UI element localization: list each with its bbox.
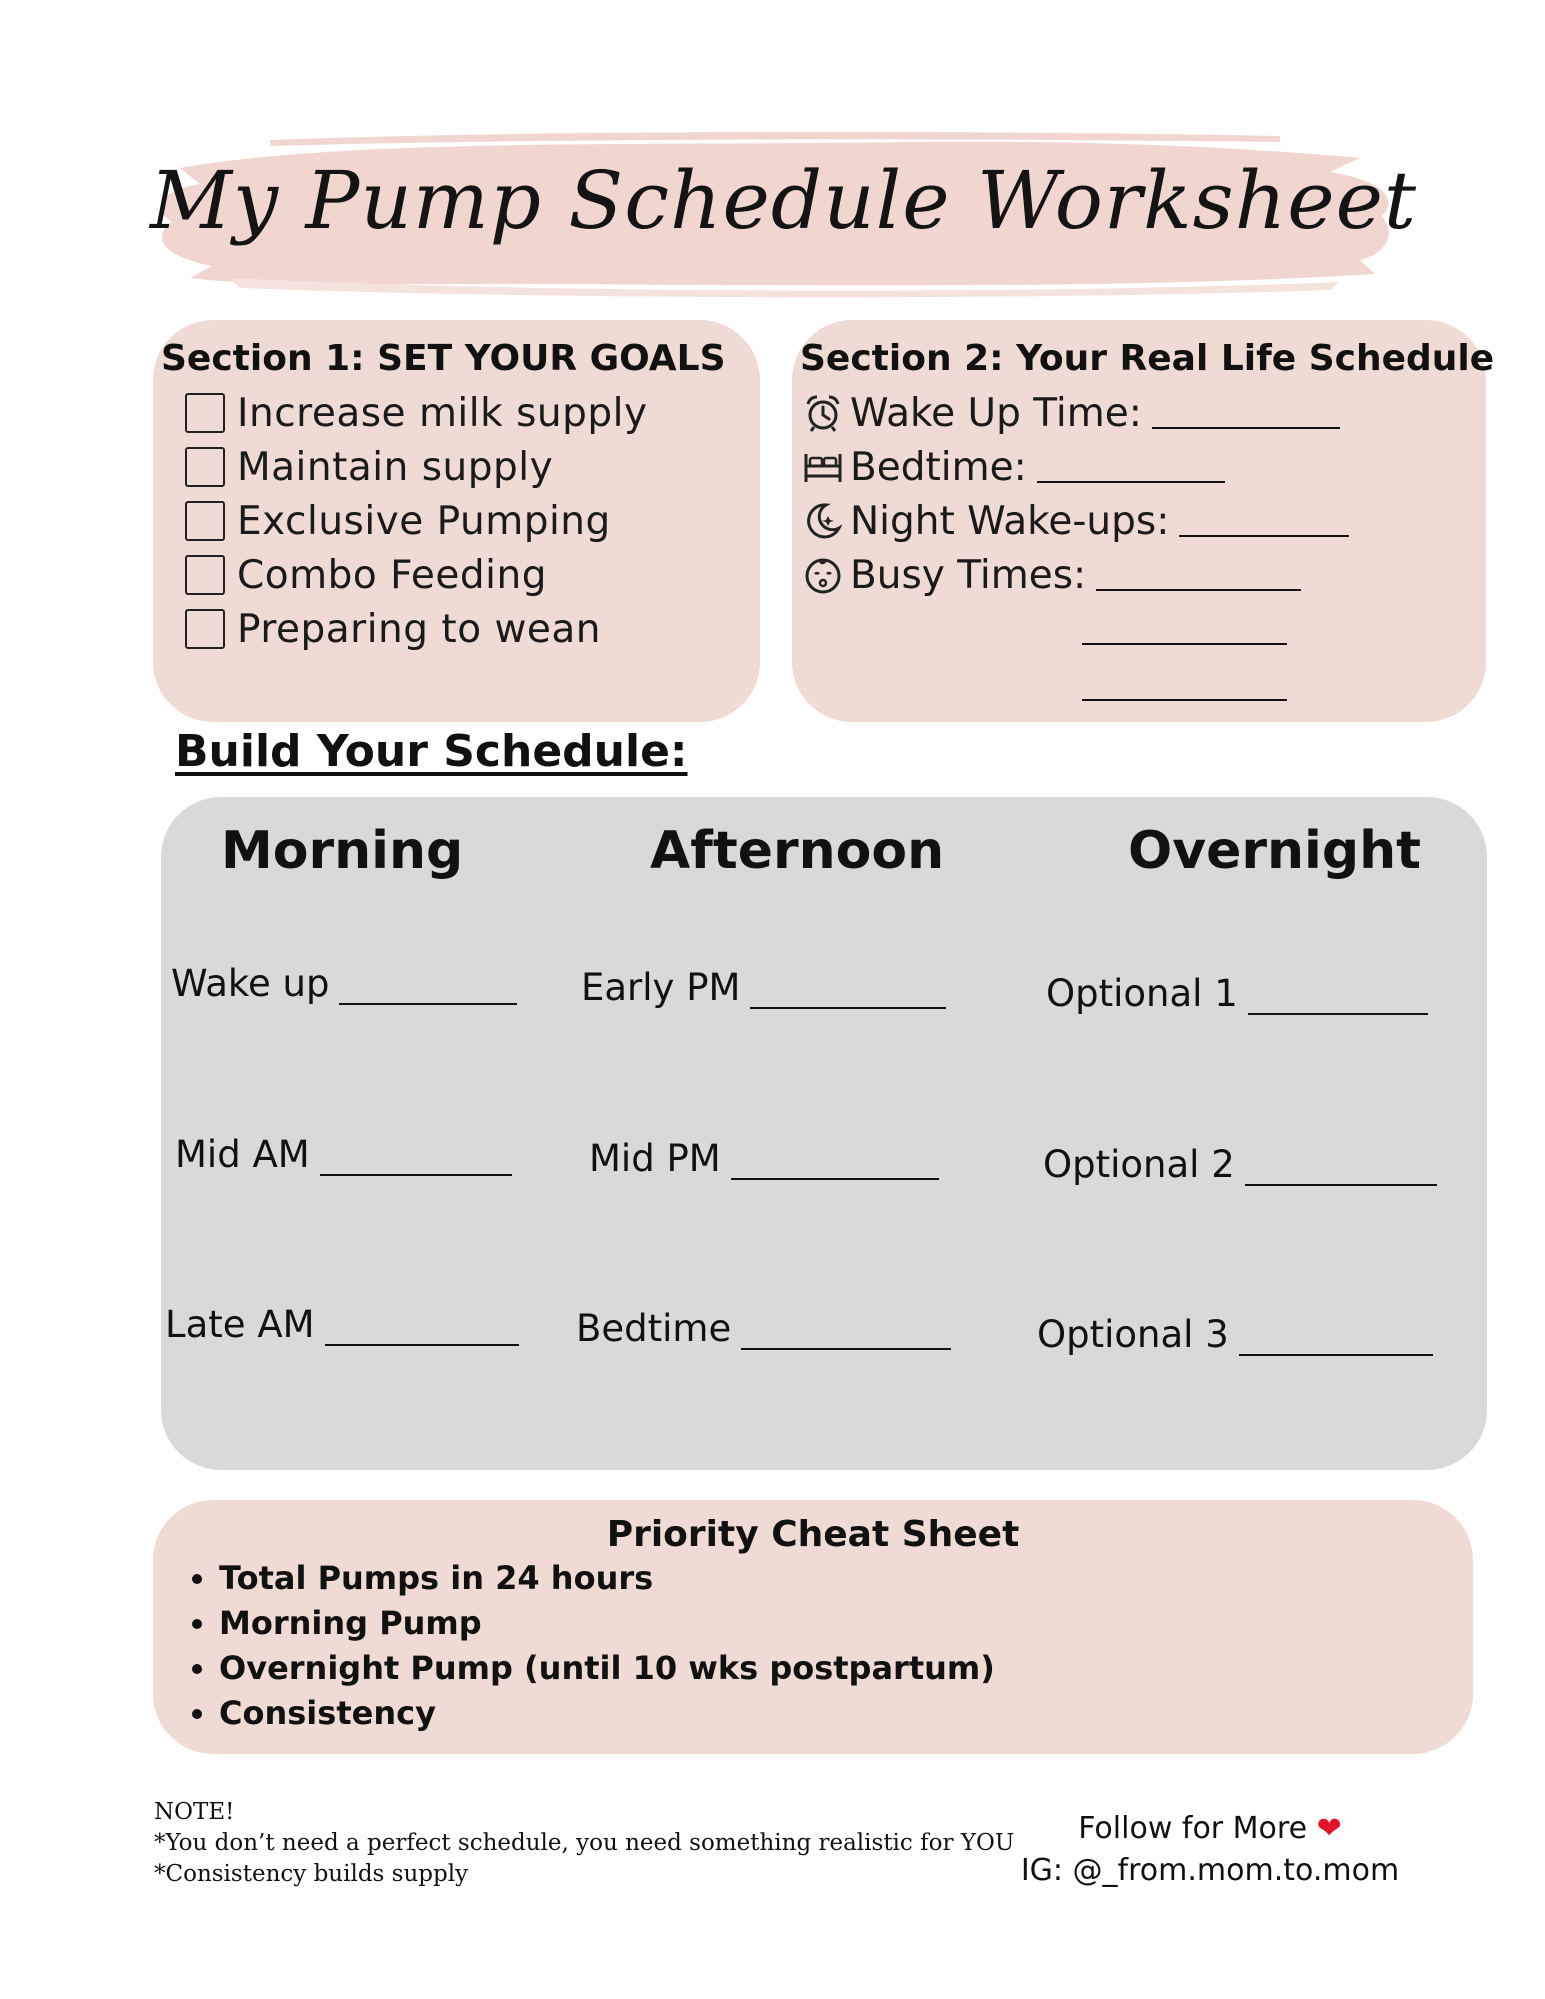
slot-label: Early PM xyxy=(581,966,741,1009)
night-wake-ups-label: Night Wake-ups: xyxy=(850,498,1170,544)
slot-optional-1 xyxy=(1046,972,1428,1015)
instagram-handle[interactable]: IG: @_from.mom.to.mom xyxy=(1020,1853,1400,1888)
moon-icon xyxy=(802,500,844,542)
slot-bedtime xyxy=(576,1307,951,1350)
slot-blank[interactable] xyxy=(741,1322,951,1350)
slot-optional-3 xyxy=(1037,1313,1433,1356)
slot-blank[interactable] xyxy=(1239,1328,1433,1356)
goal-increase-milk-supply[interactable] xyxy=(185,388,648,438)
follow-line xyxy=(1000,1808,1420,1850)
busy-times-blank-3[interactable] xyxy=(1082,697,1287,701)
slot-optional-2 xyxy=(1043,1143,1437,1186)
note-block xyxy=(154,1797,1014,1890)
busy-times-blank-2[interactable] xyxy=(1082,641,1287,645)
slot-blank[interactable] xyxy=(1248,987,1428,1015)
cheat-sheet-title: Priority Cheat Sheet xyxy=(606,1514,1020,1555)
slot-label: Wake up xyxy=(171,962,330,1005)
list-item: • Morning Pump xyxy=(219,1601,995,1646)
slot-blank[interactable] xyxy=(750,981,946,1009)
night-wake-ups-blank[interactable] xyxy=(1179,505,1349,537)
slot-label: Optional 2 xyxy=(1043,1143,1235,1186)
alarm-clock-icon xyxy=(802,392,844,434)
column-afternoon: Afternoon xyxy=(650,821,945,881)
slot-blank[interactable] xyxy=(1245,1158,1437,1186)
goal-label: Combo Feeding xyxy=(237,552,547,598)
bedtime-row xyxy=(802,442,1225,492)
note-heading: NOTE! xyxy=(154,1799,235,1825)
follow-text: Follow for More xyxy=(1078,1811,1308,1846)
slot-blank[interactable] xyxy=(320,1148,512,1176)
night-wake-ups-row xyxy=(802,496,1349,546)
note-line-2: *Consistency builds supply xyxy=(154,1861,469,1887)
slot-label: Mid PM xyxy=(589,1137,721,1180)
column-morning: Morning xyxy=(221,821,464,881)
priority-cheat-sheet xyxy=(153,1500,1473,1754)
goal-checkbox[interactable] xyxy=(185,393,225,433)
goal-label: Preparing to wean xyxy=(237,606,601,652)
bed-icon xyxy=(802,446,844,488)
goal-label: Maintain supply xyxy=(237,444,554,490)
page-title: My Pump Schedule Worksheet xyxy=(150,154,1418,247)
slot-label: Late AM xyxy=(165,1303,315,1346)
goal-label: Increase milk supply xyxy=(237,390,648,436)
build-schedule-heading: Build Your Schedule: xyxy=(175,726,688,777)
column-overnight: Overnight xyxy=(1128,821,1421,881)
goal-checkbox[interactable] xyxy=(185,447,225,487)
baby-face-icon xyxy=(802,554,844,596)
goal-preparing-to-wean[interactable] xyxy=(185,604,601,654)
schedule-heading: Section 2: Your Real Life Schedule xyxy=(800,338,1495,379)
goal-maintain-supply[interactable] xyxy=(185,442,553,492)
busy-times-label: Busy Times: xyxy=(850,552,1087,598)
goal-exclusive-pumping[interactable] xyxy=(185,496,611,546)
cheat-sheet-list xyxy=(181,1556,995,1736)
slot-late-am xyxy=(165,1303,519,1346)
real-life-schedule-section xyxy=(792,320,1495,722)
goal-checkbox[interactable] xyxy=(185,501,225,541)
slot-label: Optional 1 xyxy=(1046,972,1238,1015)
title-banner xyxy=(150,128,1418,298)
goal-combo-feeding[interactable] xyxy=(185,550,547,600)
wake-up-time-blank[interactable] xyxy=(1152,397,1340,429)
list-item: • Total Pumps in 24 hours xyxy=(219,1556,995,1601)
slot-blank[interactable] xyxy=(325,1318,519,1346)
bedtime-label: Bedtime: xyxy=(850,444,1027,490)
slot-blank[interactable] xyxy=(731,1152,939,1180)
slot-label: Bedtime xyxy=(576,1307,732,1350)
schedule-grid xyxy=(161,797,1487,1470)
wake-up-time-row xyxy=(802,388,1340,438)
list-item: • Consistency xyxy=(219,1691,995,1736)
bedtime-blank[interactable] xyxy=(1037,451,1225,483)
slot-label: Mid AM xyxy=(175,1133,310,1176)
goals-heading: Section 1: SET YOUR GOALS xyxy=(161,338,726,379)
busy-times-row xyxy=(802,550,1301,600)
slot-wake-up xyxy=(171,962,517,1005)
slot-mid-pm xyxy=(589,1137,939,1180)
goals-section xyxy=(153,320,760,722)
follow-block xyxy=(1000,1808,1420,1892)
heart-icon: ❤ xyxy=(1316,1811,1342,1846)
goal-label: Exclusive Pumping xyxy=(237,498,611,544)
note-line-1: *You don’t need a perfect schedule, you need something realistic for YOU xyxy=(154,1830,1015,1856)
list-item: • Overnight Pump (until 10 wks postpartum) xyxy=(219,1646,995,1691)
slot-early-pm xyxy=(581,966,946,1009)
goal-checkbox[interactable] xyxy=(185,609,225,649)
slot-blank[interactable] xyxy=(339,977,517,1005)
wake-up-time-label: Wake Up Time: xyxy=(850,390,1142,436)
goal-checkbox[interactable] xyxy=(185,555,225,595)
slot-label: Optional 3 xyxy=(1037,1313,1229,1356)
busy-times-blank[interactable] xyxy=(1096,559,1301,591)
slot-mid-am xyxy=(175,1133,512,1176)
